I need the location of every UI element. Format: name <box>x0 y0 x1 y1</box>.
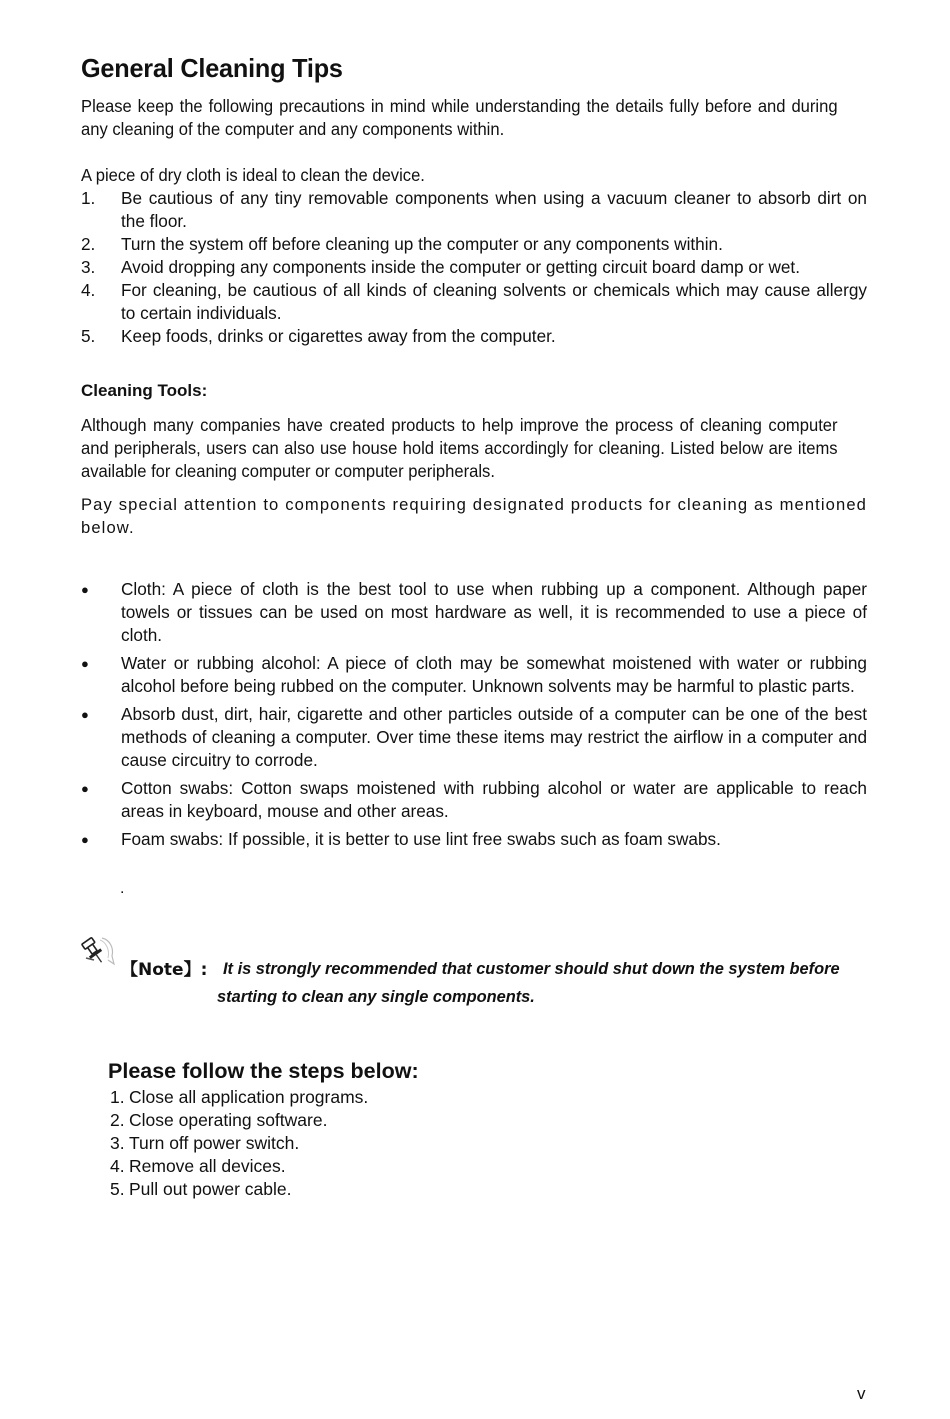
bullet-icon: ● <box>81 781 89 796</box>
list-item: ● Cloth: A piece of cloth is the best tool to use when rubbing up a component. Although paper towels or tissues can be used on most hardware as well, it is recommended to use a piece of cloth. <box>81 579 867 645</box>
list-item: ● Foam swabs: If possible, it is better to use lint free swabs such as foam swabs. <box>81 829 721 849</box>
list-item: ● Water or rubbing alcohol: A piece of cloth may be somewhat moistened with water or rubbing alcohol before being rubbed on the computer. Unknown solvents may be harmful to plastic parts. <box>81 653 867 696</box>
cleaning-tools-list <box>81 578 867 856</box>
list-item: 3. Avoid dropping any components inside the computer or getting circuit board damp or wet. <box>81 257 800 277</box>
bullet-icon: ● <box>81 832 89 847</box>
precautions-list <box>81 187 867 348</box>
pushpin-note-icon <box>80 934 120 970</box>
list-item: 4. For cleaning, be cautious of all kinds of cleaning solvents or chemicals which may cause allergy to certain individuals. <box>81 280 867 323</box>
bullet-icon: ● <box>81 656 89 671</box>
bullet-icon: ● <box>81 582 89 597</box>
trailing-dot: . <box>120 880 125 897</box>
list-item: 5. Pull out power cable. <box>110 1179 292 1199</box>
note-text: It is strongly recommended that customer should shut down the system before starting to clean any single components. <box>217 960 840 1006</box>
cleaning-tools-paragraph: Although many companies have created products to help improve the process of cleaning computer and peripherals, users can also use house hold items accordingly for cleaning. Listed below are items available for cleaning computer or computer peripherals. <box>81 415 838 481</box>
list-item: ● Cotton swabs: Cotton swaps moistened with rubbing alcohol or water are applicable to reach areas in keyboard, mouse and other areas. <box>81 778 867 821</box>
note-label: 【Note】: <box>121 960 208 980</box>
bullet-icon: ● <box>81 707 89 722</box>
steps-heading: Please follow the steps below: <box>108 1059 419 1083</box>
list-item: ● Absorb dust, dirt, hair, cigarette and other particles outside of a computer can be one of the best methods of cleaning a computer. Over time these items may restrict the airflow in a computer and cause circuitry to corrode. <box>81 704 867 770</box>
list-item: 5. Keep foods, drinks or cigarettes away from the computer. <box>81 326 556 346</box>
list-item: 1. Be cautious of any tiny removable components when using a vacuum cleaner to absorb dirt on the floor. <box>81 188 867 231</box>
list-item: 3. Turn off power switch. <box>110 1133 300 1153</box>
intro-paragraph: Please keep the following precautions in mind while understanding the details fully before and during any cleaning of the computer and any components within. <box>81 96 838 139</box>
dry-cloth-line: A piece of dry cloth is ideal to clean the device. <box>81 165 425 185</box>
steps-list <box>110 1086 368 1201</box>
page-title: General Cleaning Tips <box>81 53 343 83</box>
attention-paragraph: Pay special attention to components requiring designated products for cleaning as mentioned below. <box>81 495 867 537</box>
list-item: 4. Remove all devices. <box>110 1156 286 1176</box>
list-item: 1. Close all application programs. <box>110 1087 369 1107</box>
page-number: v <box>857 1384 866 1403</box>
list-item: 2. Turn the system off before cleaning up the computer or any components within. <box>81 234 723 254</box>
list-item: 2. Close operating software. <box>110 1110 328 1130</box>
cleaning-tools-heading: Cleaning Tools: <box>81 381 208 400</box>
